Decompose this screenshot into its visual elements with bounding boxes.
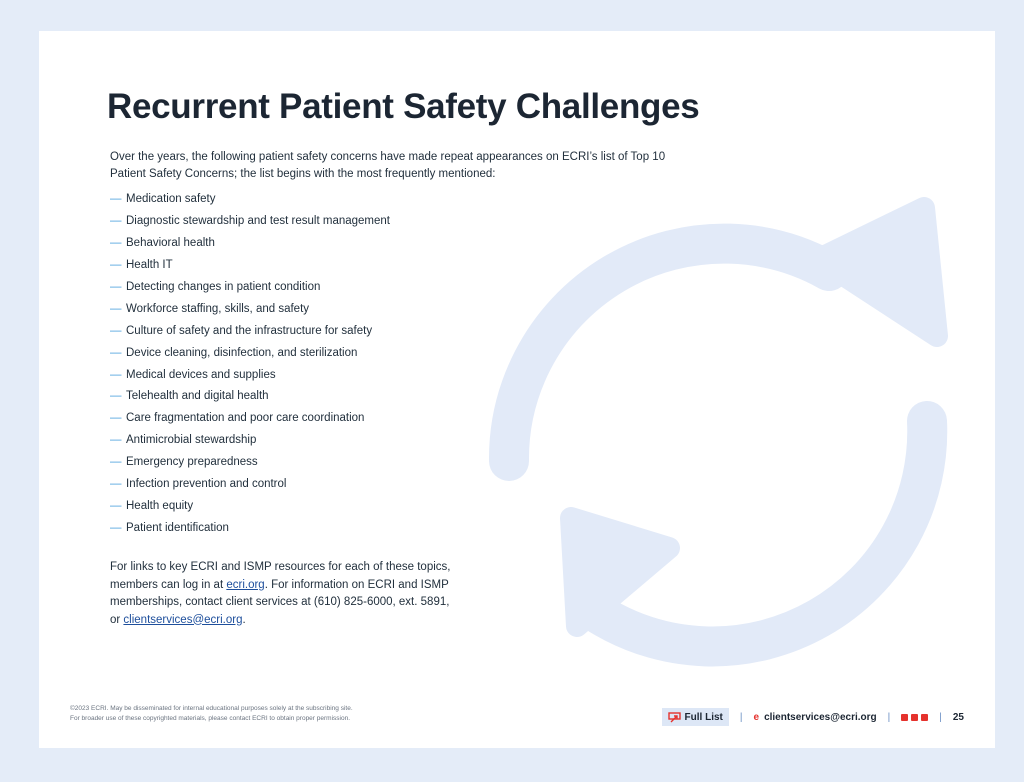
topic-item <box>110 495 390 517</box>
topic-label: Antimicrobial stewardship <box>126 434 257 447</box>
footer-email-link[interactable]: clientservices@ecri.org <box>764 711 877 723</box>
ecri-org-link[interactable]: ecri.org <box>226 578 265 591</box>
topic-item <box>110 254 390 276</box>
bullet-dash: — <box>110 522 122 535</box>
topic-item <box>110 451 390 473</box>
topic-label: Medication safety <box>126 193 216 205</box>
bullet-dash: — <box>110 456 122 469</box>
topic-label: Diagnostic stewardship and test result management <box>126 214 391 227</box>
resources-paragraph <box>110 559 460 629</box>
topic-label: Detecting changes in patient condition <box>126 280 321 293</box>
topic-label: Device cleaning, disinfection, and sterilization <box>126 346 358 359</box>
page-title: Recurrent Patient Safety Challenges <box>107 87 700 126</box>
copyright-notice <box>70 704 353 723</box>
bullet-dash: — <box>110 214 122 227</box>
facebook-icon[interactable] <box>911 714 918 721</box>
instagram-icon[interactable] <box>921 714 928 721</box>
footer-separator: | <box>887 711 891 723</box>
email-icon: e <box>753 711 760 723</box>
refresh-cycle-icon <box>479 196 949 701</box>
resources-text-1: For links to key ECRI and ISMP resources for each of these topics, members can log in at <box>110 561 451 591</box>
full-list-label: Full List <box>684 711 723 723</box>
bullet-dash: — <box>110 193 122 205</box>
client-services-email-link[interactable]: clientservices@ecri.org <box>123 613 243 626</box>
bullet-dash: — <box>110 324 122 337</box>
topic-item <box>110 517 390 539</box>
topic-label: Medical devices and supplies <box>126 368 276 381</box>
topic-item <box>110 276 390 298</box>
bullet-dash: — <box>110 500 122 513</box>
topic-label: Emergency preparedness <box>126 456 258 469</box>
footer-nav <box>662 708 964 726</box>
copyright-line-2: For broader use of these copyrighted materials, please contact ECRI to obtain proper permission. <box>70 714 351 722</box>
resources-text-2: . For information on ECRI and ISMP memberships, contact client services at (610) 825-6000, ext. 5891, or <box>110 578 450 626</box>
social-links <box>901 714 928 721</box>
topic-item <box>110 210 390 232</box>
topic-item <box>110 364 390 386</box>
return-arrow-icon <box>668 712 681 723</box>
bullet-dash: — <box>110 302 122 315</box>
topic-label: Patient identification <box>126 522 229 535</box>
full-list-button[interactable] <box>662 708 729 726</box>
intro-paragraph: Over the years, the following patient safety concerns have made repeat appearances on ECRI’s list of Top 10 Patient Safety Concerns; the list begins with the most frequently mentioned: <box>110 151 666 180</box>
topic-item <box>110 385 390 407</box>
page-number: 25 <box>952 711 964 723</box>
topic-item <box>110 298 390 320</box>
topic-label: Workforce staffing, skills, and safety <box>126 302 310 315</box>
topic-item <box>110 342 390 364</box>
topic-label: Health IT <box>126 258 173 271</box>
topic-label: Care fragmentation and poor care coordination <box>126 412 365 425</box>
bullet-dash: — <box>110 478 122 491</box>
topic-item <box>110 473 390 495</box>
bullet-dash: — <box>110 434 122 447</box>
bullet-dash: — <box>110 346 122 359</box>
bullet-dash: — <box>110 368 122 381</box>
topic-item <box>110 232 390 254</box>
topic-item <box>110 429 390 451</box>
bullet-dash: — <box>110 258 122 271</box>
topic-list <box>110 188 390 539</box>
topic-label: Culture of safety and the infrastructure for safety <box>126 324 373 337</box>
topic-item <box>110 320 390 342</box>
bullet-dash: — <box>110 412 122 425</box>
copyright-line-1: ©2023 ECRI. May be disseminated for internal educational purposes solely at the subscribing site. <box>70 705 353 712</box>
resources-text-3: . <box>242 613 246 626</box>
linkedin-icon[interactable] <box>901 714 908 721</box>
topic-label: Health equity <box>126 500 194 513</box>
bullet-dash: — <box>110 236 122 249</box>
footer-separator: | <box>739 711 743 723</box>
footer-separator: | <box>939 711 942 723</box>
topic-item <box>110 188 390 210</box>
bullet-dash: — <box>110 390 122 403</box>
topic-label: Telehealth and digital health <box>126 390 269 403</box>
bullet-dash: — <box>110 280 122 293</box>
document-page <box>39 31 995 748</box>
topic-label: Behavioral health <box>126 236 215 249</box>
topic-item <box>110 407 390 429</box>
topic-label: Infection prevention and control <box>126 478 287 491</box>
